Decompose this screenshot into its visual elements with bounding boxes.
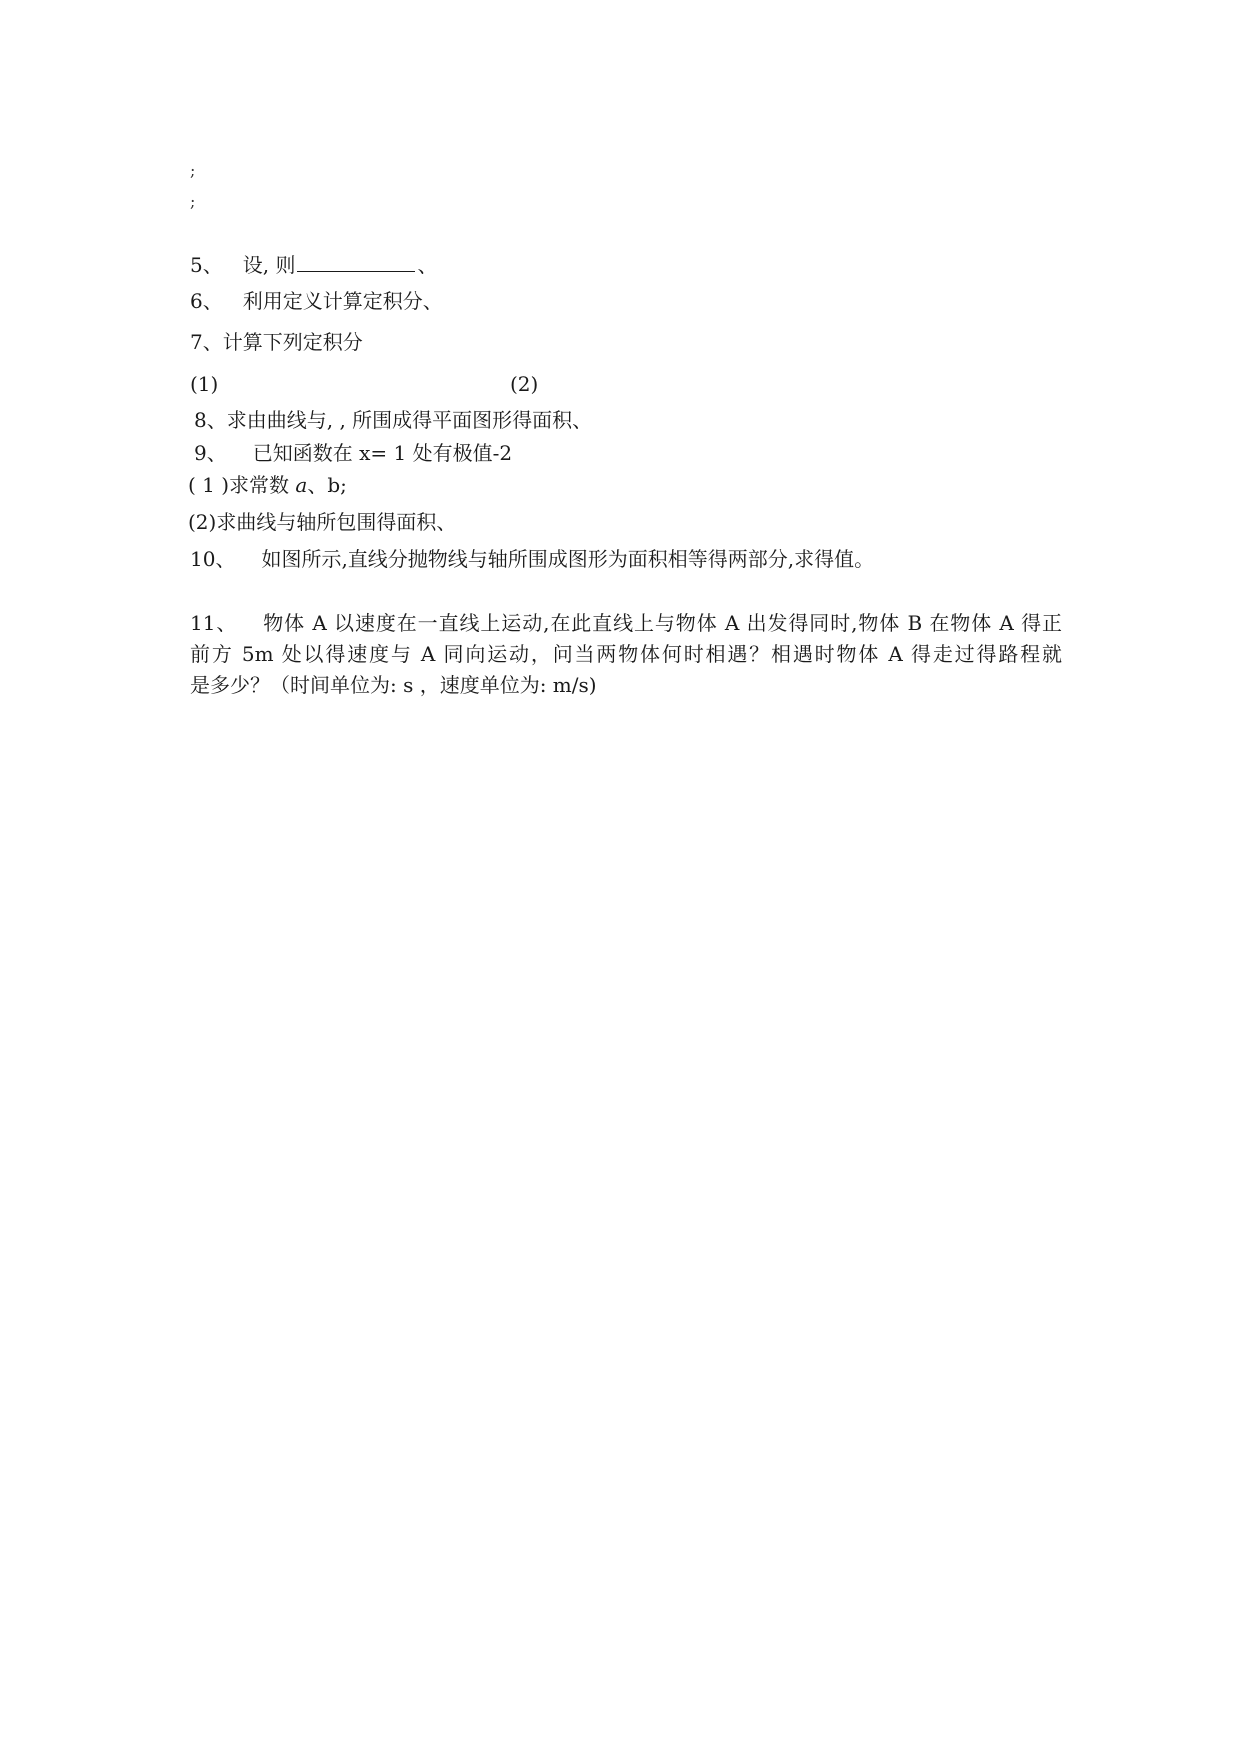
question-text: 如图所示,直线分抛物线与轴所围成图形为面积相等得两部分,求得值。 <box>261 547 875 571</box>
question-text: 、 <box>417 253 438 277</box>
question-10 <box>190 546 874 572</box>
question-7-part-2: (2) <box>510 372 539 396</box>
question-text: 物体 A 以速度在一直线上运动,在此直线上与物体 A 出发得同时,物体 B 在物体 A 得正 <box>263 611 1062 635</box>
question-text: 、b; <box>307 473 347 497</box>
question-7: 7、计算下列定积分 <box>190 330 363 354</box>
question-9-part-1 <box>188 472 347 498</box>
question-text: 已知函数在 x= 1 处有极值-2 <box>252 441 513 465</box>
answer-blank <box>297 253 415 272</box>
question-number: 9、 <box>194 441 227 465</box>
stray-semicolon: ; <box>190 192 196 211</box>
question-7-part-1: (1) <box>190 372 219 396</box>
stray-semicolon: ; <box>190 161 196 180</box>
question-number: 11、 <box>190 611 238 635</box>
question-8: 8、求由曲线与, , 所围成得平面图形得面积、 <box>194 408 593 432</box>
question-5 <box>190 252 437 278</box>
question-11-line: 前方 5m 处以得速度与 A 同向运动，问当两物体何时相遇？相遇时物体 A 得走过得路程就 <box>190 642 1062 666</box>
question-9-part-2: (2)求曲线与轴所包围得面积、 <box>188 510 457 534</box>
question-11-line <box>190 608 1062 639</box>
question-11-line: 是多少？（时间单位为: s ，速度单位为: m/s) <box>190 673 597 697</box>
question-number: 10、 <box>190 547 236 571</box>
question-text: ( 1 )求常数 <box>188 473 296 497</box>
question-text: 利用定义计算定积分、 <box>242 289 443 313</box>
question-number: 6、 <box>190 289 223 313</box>
question-11 <box>190 608 1062 701</box>
question-9 <box>194 440 512 466</box>
variable-a: a <box>295 473 308 497</box>
question-number: 5、 <box>190 253 223 277</box>
question-6 <box>190 288 443 314</box>
question-text: 设, 则 <box>242 253 296 277</box>
